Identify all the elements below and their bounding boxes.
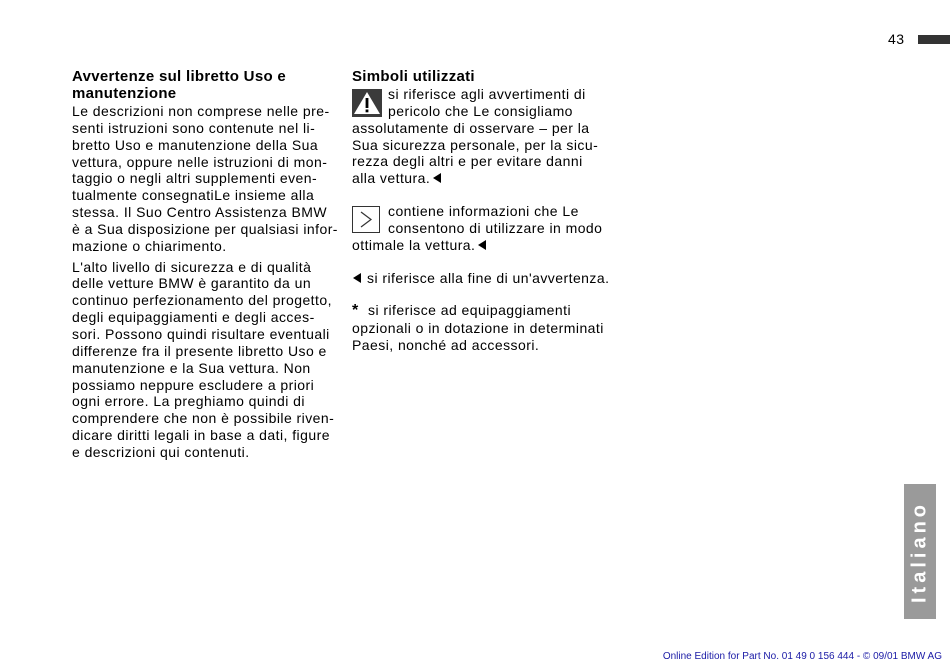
text-line: Le descrizioni non comprese nelle pre- <box>72 103 330 119</box>
text-line: opzionali o in dotazione in determinati <box>352 320 604 337</box>
asterisk-block <box>352 302 627 354</box>
page-number: 43 <box>888 31 905 47</box>
text-line: delle vetture BMW è garantito da un <box>72 275 312 292</box>
text-line: taggio o negli altri supplementi even- <box>72 170 318 187</box>
text-line: dicare diritti legali in base a dati, figure <box>72 427 330 444</box>
text-line: ogni errore. La preghiamo quindi di <box>72 393 305 410</box>
heading-line: Avvertenze sul libretto Uso e <box>72 68 287 85</box>
text-line: L'alto livello di sicurezza e di qualità <box>72 258 312 275</box>
text-line: possiamo neppure escludere a priori <box>72 376 315 393</box>
text-line: vettura, oppure nelle istruzioni di mon- <box>72 153 328 170</box>
info-last-line <box>352 237 627 254</box>
language-tab <box>904 484 936 619</box>
text-line: ottimale la vettura. <box>352 236 476 253</box>
text-line: si riferisce ad equipaggiamenti <box>368 302 572 319</box>
end-marker-block <box>352 270 627 287</box>
end-marker-icon <box>478 240 486 250</box>
warning-symbol-block <box>352 86 627 187</box>
text-line: alla vettura. <box>352 170 431 187</box>
text-line: Paesi, nonché ad accessori. <box>352 337 540 354</box>
heading-line: manutenzione <box>72 85 177 102</box>
right-column <box>352 68 627 354</box>
page-number-bar <box>918 35 950 44</box>
text-line: mazione o chiarimento. <box>72 237 227 254</box>
warning-triangle-icon <box>352 89 382 117</box>
text-line: è a Sua disposizione per qualsiasi infor- <box>72 220 338 237</box>
end-marker-icon <box>353 273 361 283</box>
info-symbol-block <box>352 203 627 254</box>
language-tab-label: Italiano <box>908 500 931 603</box>
symbols-heading: Simboli utilizzati <box>352 68 475 85</box>
text-line: consentono di utilizzare in modo <box>388 219 603 236</box>
text-line: comprendere che non è possibile riven- <box>72 410 335 427</box>
text-line: bretto Uso e manutenzione della Sua <box>72 136 319 153</box>
info-arrow-icon <box>352 206 380 233</box>
text-line: pericolo che Le consigliamo <box>388 102 573 119</box>
text-line: degli equipaggiamenti e degli acces- <box>72 309 315 326</box>
warning-last-line <box>352 170 627 187</box>
text-line: differenze fra il presente libretto Uso e <box>72 342 327 359</box>
end-marker-text: si riferisce alla fine di un'avvertenza. <box>367 269 610 286</box>
text-line: continuo perfezionamento del progetto, <box>72 292 332 309</box>
text-line: e descrizioni qui contenuti. <box>72 443 250 460</box>
text-line: senti istruzioni sono contenute nel li- <box>72 119 316 136</box>
text-line: manutenzione e la Sua vettura. Non <box>72 359 311 376</box>
asterisk-icon: * <box>352 302 359 320</box>
text-line: rezza degli altri e per evitare danni <box>352 153 583 170</box>
text-line: assolutamente di osservare – per la <box>352 119 590 136</box>
text-line: contiene informazioni che Le <box>388 203 579 220</box>
end-marker-icon <box>433 173 441 183</box>
text-line: tualmente consegnatiLe insieme alla <box>72 187 315 204</box>
left-column <box>72 68 342 461</box>
paragraph-quality-disclaimer <box>72 259 342 461</box>
text-line: si riferisce agli avvertimenti di <box>388 86 586 102</box>
text-line: stessa. Il Suo Centro Assistenza BMW <box>72 204 328 221</box>
manual-notes-heading <box>72 68 342 102</box>
paragraph-additional-instructions <box>72 103 342 255</box>
text-line: sori. Possono quindi risultare eventuali <box>72 325 330 342</box>
footer-edition-note: Online Edition for Part No. 01 49 0 156 444 - © 09/01 BMW AG <box>662 651 942 662</box>
text-line: Sua sicurezza personale, per la sicu- <box>352 136 599 153</box>
